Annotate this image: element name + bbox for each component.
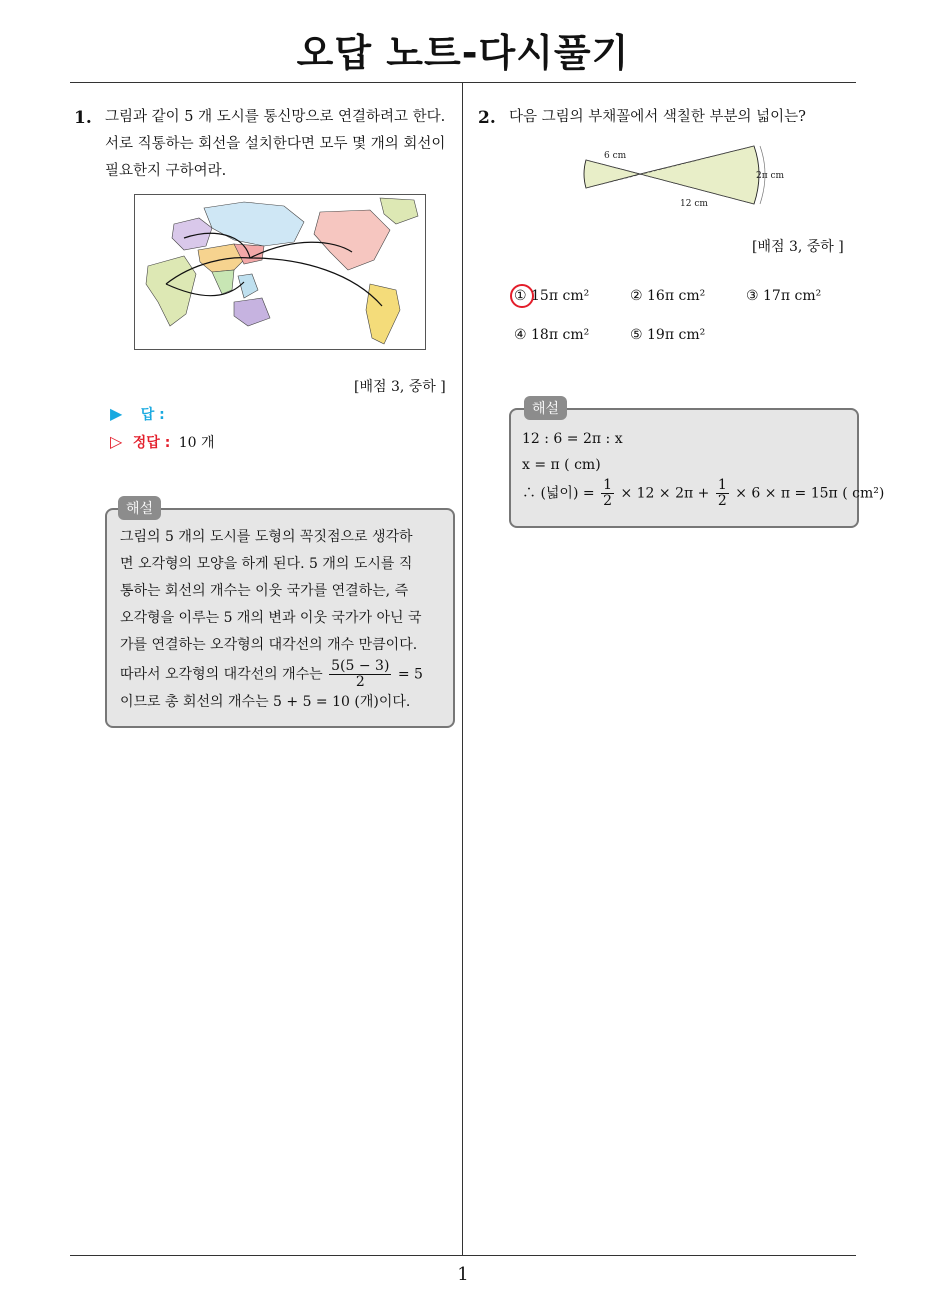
q1-solution-tag: 해설 [118,496,161,520]
solution-line: 오각형을 이루는 5 개의 변과 이웃 국가가 아닌 국 [120,610,422,626]
page-number: 1 [457,1264,469,1285]
choice-text: 16π cm² [647,288,706,304]
column-divider [462,83,463,1255]
correct-value: 10 개 [178,435,215,451]
q1-text-line: 필요한지 구하여라. [105,163,227,179]
solution-line: 가를 연결하는 오각형의 대각선의 개수 만큼이다. [120,637,418,653]
choice-3[interactable] [746,288,821,304]
solution-area-line [522,478,884,509]
q1-text [105,104,457,185]
figure-label-bottom: 12 cm [680,199,708,209]
q1-score: [배점 3, 중하 ] [354,379,446,395]
choice-number: ⑤ [630,327,643,343]
outline-triangle-icon: ▷ [110,432,123,451]
area-prefix: ∴ (넓이) = [522,485,595,502]
choice-1[interactable] [514,288,589,304]
solution-line: x = π ( cm) [522,457,601,473]
figure-label-right: 2π cm [756,171,785,181]
fraction-numerator: 1 [603,477,612,493]
area-suffix: × 6 × π = 15π ( cm²) [735,485,885,502]
world-map-figure [134,194,426,350]
fraction-suffix: = 5 [397,666,423,683]
bottom-rule [70,1255,856,1256]
filled-triangle-icon: ▶ [110,404,123,423]
choice-text: 15π cm² [531,288,590,304]
choice-number: ② [630,288,643,304]
half-fraction [716,478,729,509]
choice-number: ③ [746,288,759,304]
top-rule [70,82,856,83]
sector-figure [578,142,788,214]
q2-solution-text [522,426,884,509]
fraction-denominator: 2 [355,674,365,690]
q1-answer-row [110,404,165,424]
area-middle: × 12 × 2π + [620,485,710,502]
fraction-numerator: 5(5 − 3) [331,658,390,674]
choice-text: 19π cm² [647,327,706,343]
solution-line: 이므로 총 회선의 개수는 5 + 5 = 10 (개)이다. [120,694,411,710]
q2-text: 다음 그림의 부채꼴에서 색칠한 부분의 넓이는? [509,109,806,125]
solution-fraction-line [120,659,423,689]
fraction-prefix: 따라서 오각형의 대각선의 개수는 [120,666,323,683]
choice-text: 18π cm² [531,327,590,343]
fraction-denominator: 2 [717,493,727,509]
choice-text: 17π cm² [763,288,822,304]
q2-number: 2. [478,108,496,128]
diagonal-fraction [329,659,391,690]
small-sector [584,160,640,188]
answer-label: 답 : [140,407,165,423]
fraction-denominator: 2 [603,493,612,509]
figure-label-left: 6 cm [604,151,627,161]
q1-correct-row [110,432,215,452]
solution-line: 면 오각형의 모양을 하게 된다. 5 개의 도시를 직 [120,556,413,572]
q2-solution-tag: 해설 [524,396,567,420]
fraction-numerator: 1 [717,477,727,493]
choice-number: ① [514,288,527,304]
q1-number: 1. [74,108,92,128]
page-title: 오답 노트-다시풀기 [296,31,630,75]
solution-line: 통하는 회선의 개수는 이웃 국가를 연결하는, 즉 [120,583,409,599]
large-sector [640,146,759,204]
choice-number: ④ [514,327,527,343]
choice-4[interactable] [514,327,589,343]
q2-score: [배점 3, 중하 ] [752,239,844,255]
choice-2[interactable] [630,288,705,304]
solution-line: 12 : 6 = 2π : x [522,431,623,447]
q1-text-line: 그림과 같이 5 개 도시를 통신망으로 연결하려고 한다. [105,109,446,125]
q1-solution-text [120,524,423,716]
half-fraction [601,478,614,509]
solution-line: 그림의 5 개의 도시를 도형의 꼭짓점으로 생각하 [120,529,413,545]
correct-label: 정답 : [132,435,171,451]
q1-text-line: 서로 직통하는 회선을 설치한다면 모두 몇 개의 회선이 [105,136,446,152]
choice-5[interactable] [630,327,705,343]
